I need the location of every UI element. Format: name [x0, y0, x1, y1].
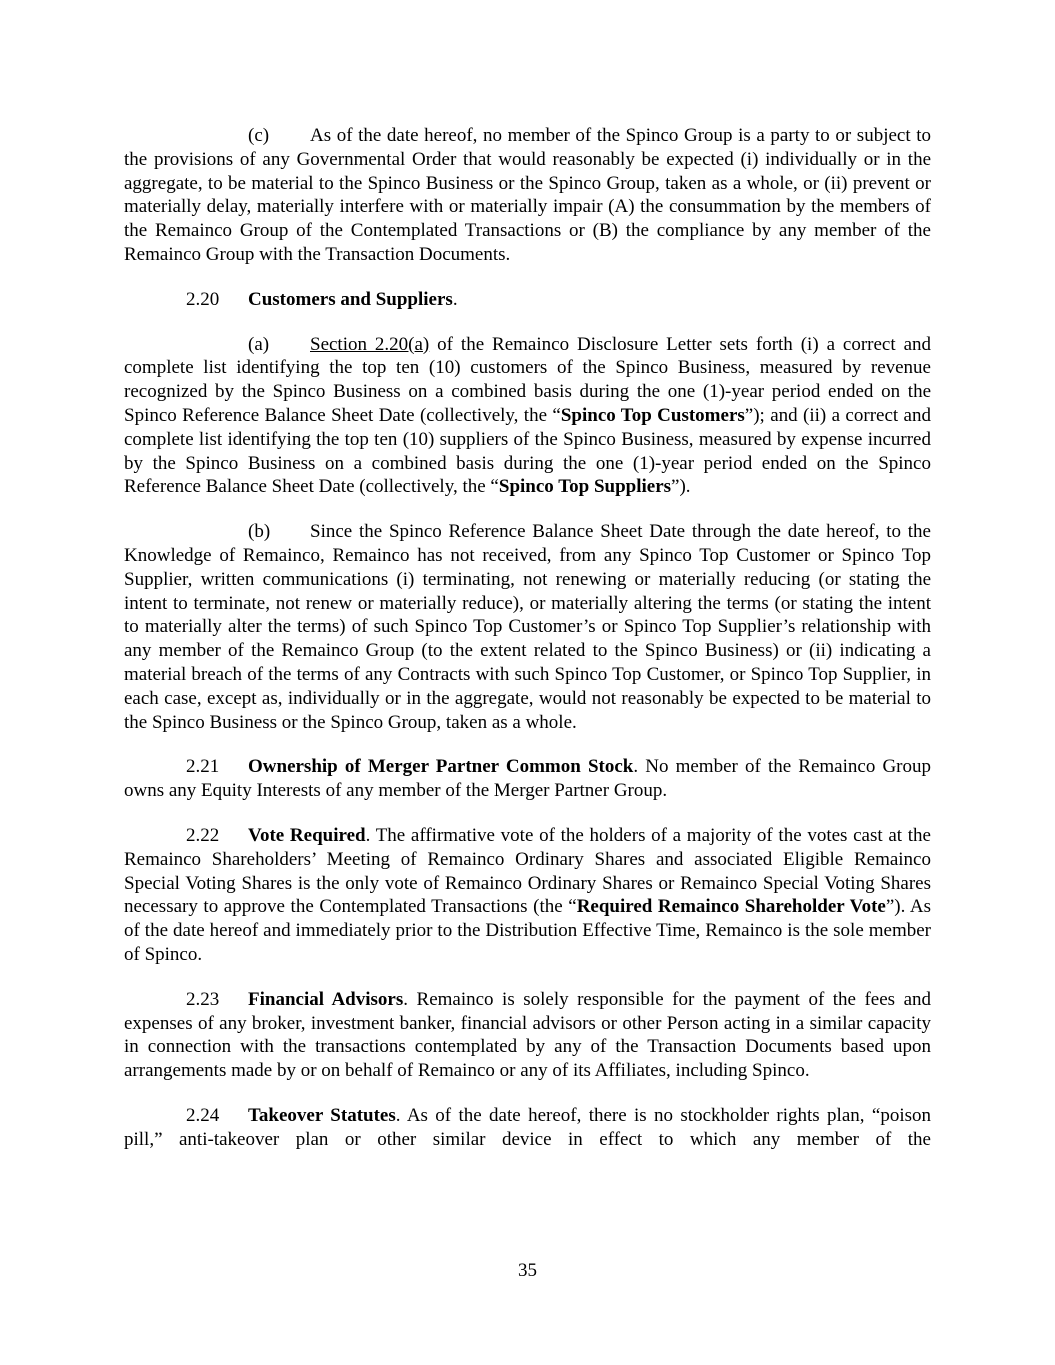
paragraph-text: ”); and (ii) a correct and complete list identifying the top ten (10) suppliers of the Spinco Business, measured by expense incurred by the Spinco Business on a combined basis during the one (1)-year period ended on the Spinco Reference Balance Sheet Date (collectively, the “ — [124, 404, 931, 498]
section-title: Vote Required — [248, 824, 366, 846]
paragraph-text: Since the Spinco Reference Balance Sheet Date through the date hereof, to the Knowledge of Remainco, Remainco has not received, from any Spinco Top Customer or Spinco Top Supplier, written communications (i) terminating, not renewing or materially reducing (or stating the intent to terminate, not renew or materially reduce), or materially altering the terms (or stating the intent to materially alter the terms) of such Spinco Top Customer’s or Spinco Top Supplier’s relationship with any member of the Remainco Group (to the extent related to the Spinco Business) or (ii) indicating a material breach of the terms of any Contracts with such Spinco Top Customer, or Spinco Top Supplier, in each case, except as, individually or in the aggregate, would not reasonably be expected to be material to the Spinco Business or the Spinco Group, taken as a whole. — [124, 521, 931, 733]
defined-term: Spinco Top Customers — [560, 404, 745, 426]
section-number: 2.23 — [186, 988, 220, 1010]
section-title-punct: . — [452, 288, 458, 310]
section-number: 2.20 — [186, 288, 220, 310]
section-reference-link: Section 2.20(a) — [310, 333, 430, 355]
paragraph-text: of the Remainco Disclosure Letter sets forth (i) a correct and complete list identifying the top ten (10) customers of the Spinco Business, measured by revenue recognized by the Spinco Business on a combined basis during the one (1)-year period ended on the Spinco Reference Balance Sheet Date (collectively, the “ — [124, 333, 931, 426]
section-number: 2.24 — [186, 1104, 220, 1126]
paragraph-text: . As of the date hereof, there is no stockholder rights plan, “poison pill,” anti-takeover plan or other similar device in effect to which any member of the — [124, 1104, 931, 1150]
section-2-24 — [124, 1104, 931, 1152]
section-title: Takeover Statutes — [248, 1104, 396, 1126]
paragraph-text: . The affirmative vote of the holders of a majority of the votes cast at the Remainco Shareholders’ Meeting of Remainco Ordinary Shares and associated Eligible Remainco Special Voting Shares is the only vote of Remainco Ordinary Shares or Remainco Special Voting Shares necessary to approve the Contemplated Transactions (the “ — [124, 824, 931, 918]
section-number: 2.22 — [186, 824, 220, 846]
paragraph-2-19-c — [124, 124, 931, 267]
paragraph-label: (a) — [248, 333, 270, 355]
paragraph-text: As of the date hereof, no member of the Spinco Group is a party to or subject to the provisions of any Governmental Order that would reasonably be expected (i) individually or in the aggregate, to be material to the Spinco Business or the Spinco Group, taken as a whole, or (ii) prevent or materially delay, materially interfere with or materially impair (A) the consummation by the members of the Remainco Group of the Contemplated Transactions or (B) the compliance by any member of the Remainco Group with the Transaction Documents. — [124, 125, 931, 265]
section-2-23 — [124, 988, 931, 1083]
section-title: Financial Advisors — [248, 988, 404, 1010]
section-2-21 — [124, 755, 931, 803]
paragraph-text: . Remainco is solely responsible for the payment of the fees and expenses of any broker, investment banker, financial advisors or other Person acting in a similar capacity in connection with the transactions contemplated by any of the Transaction Documents based upon arrangements made by or on behalf of Remainco or any of its Affiliates, including Spinco. — [124, 988, 932, 1082]
paragraph-text: . No member of the Remainco Group owns any Equity Interests of any member of the Merger Partner Group. — [124, 756, 931, 802]
page-number: 35 — [518, 1260, 537, 1281]
defined-term: Spinco Top Suppliers — [498, 476, 672, 498]
paragraph-label: (c) — [248, 125, 270, 146]
paragraph-2-20-a — [124, 333, 931, 500]
document-page — [124, 124, 931, 1172]
section-2-20-heading — [124, 288, 931, 312]
paragraph-text: ”). As of the date hereof and immediately prior to the Distribution Effective Time, Remainco is the sole member of Spinco. — [124, 896, 931, 965]
section-2-22 — [124, 824, 931, 967]
paragraph-2-20-b — [124, 520, 931, 734]
defined-term: Required Remainco Shareholder Vote — [576, 896, 886, 918]
section-title: Ownership of Merger Partner Common Stock — [248, 756, 634, 778]
paragraph-label: (b) — [248, 521, 271, 543]
section-number: 2.21 — [186, 756, 220, 778]
section-title: Customers and Suppliers — [248, 288, 453, 310]
paragraph-text: ”). — [671, 476, 691, 498]
